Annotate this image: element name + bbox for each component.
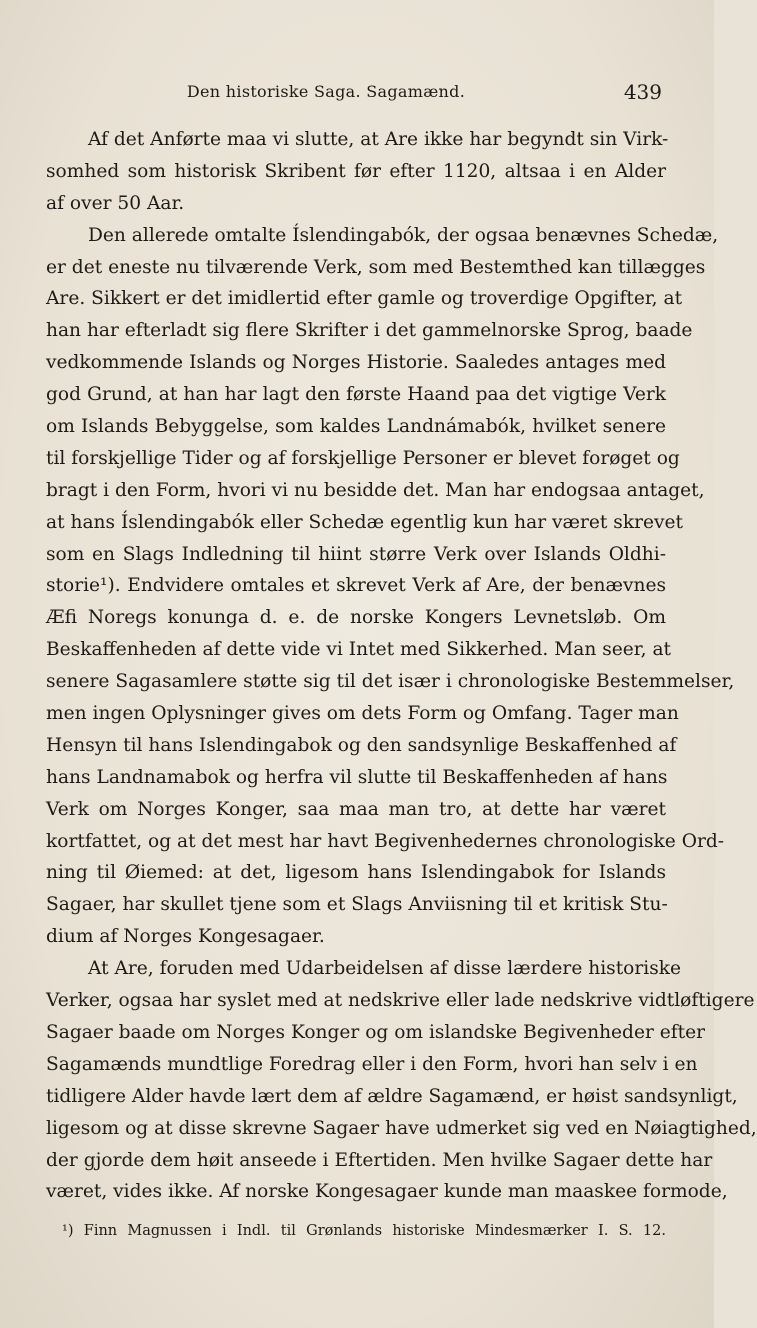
page-header <box>46 80 666 110</box>
running-title: Den historiske Saga. Sagamænd. <box>186 82 466 101</box>
text-line: men ingen Oplysninger gives om dets Form og Omfang. Tager man <box>46 703 679 725</box>
text-line: Sagamænds mundtlige Foredrag eller i den Form, hvori han selv i en <box>46 1053 698 1075</box>
text-line: som en Slags Indledning til hiint større Verk over Islands Oldhi- <box>46 543 666 565</box>
text-line: Sagaer, har skullet tjene som et Slags Anviisning til et kritisk Stu- <box>46 894 668 916</box>
text-line: til forskjellige Tider og af forskjellige Personer er blevet forøget og <box>46 447 680 469</box>
body-text <box>46 124 757 1208</box>
text-line: god Grund, at han har lagt den første Haand paa det vigtige Verk <box>46 384 666 406</box>
text-line: ning til Øiemed: at det, ligesom hans Islendingabok for Islands <box>46 862 666 884</box>
text-line: Verker, ogsaa har syslet med at nedskrive eller lade nedskrive vidtløftigere <box>46 990 755 1012</box>
footnote: ¹) Finn Magnussen i Indl. til Grønlands historiske Mindesmærker I. S. 12. <box>62 1223 666 1239</box>
text-line: der gjorde dem høit anseede i Eftertiden. Men hvilke Sagaer dette har <box>46 1149 713 1171</box>
text-line: Æfi Noregs konunga d. e. de norske Kongers Levnetsløb. Om <box>46 607 666 629</box>
text-line: dium af Norges Kongesagaer. <box>46 926 325 948</box>
text-line: han har efterladt sig flere Skrifter i det gammelnorske Sprog, baade <box>46 320 693 342</box>
text-line: at hans Íslendingabók eller Schedæ egentlig kun har været skrevet <box>46 511 683 533</box>
text-line: ligesom og at disse skrevne Sagaer have udmerket sig ved en Nøiagtighed, <box>46 1117 757 1139</box>
text-line: om Islands Bebyggelse, som kaldes Landnámabók, hvilket senere <box>46 416 666 438</box>
text-line: Beskaffenheden af dette vide vi Intet med Sikkerhed. Man seer, at <box>46 639 672 661</box>
text-line: Are. Sikkert er det imidlertid efter gamle og troverdige Opgifter, at <box>46 288 683 310</box>
text-line: af over 50 Aar. <box>46 192 185 214</box>
text-line: storie¹). Endvidere omtales et skrevet Verk af Are, der benævnes <box>46 575 666 597</box>
text-line: er det eneste nu tilværende Verk, som med Bestemthed kan tillægges <box>46 256 706 278</box>
text-line: hans Landnamabok og herfra vil slutte til Beskaffenheden af hans <box>46 766 668 788</box>
text-line: somhed som historisk Skribent før efter 1120, altsaa i en Alder <box>46 160 666 182</box>
text-line: kortfattet, og at det mest har havt Begivenhedernes chronologiske Ord- <box>46 830 725 852</box>
text-line: tidligere Alder havde lært dem af ældre Sagamænd, er høist sandsynligt, <box>46 1085 738 1107</box>
text-line: Hensyn til hans Islendingabok og den sandsynlige Beskaffenhed af <box>46 734 677 756</box>
text-line: senere Sagasamlere støtte sig til det især i chronologiske Bestemmelser, <box>46 671 735 693</box>
text-line: vedkommende Islands og Norges Historie. Saaledes antages med <box>46 352 666 374</box>
text-line: Af det Anførte maa vi slutte, at Are ikke har begyndt sin Virk- <box>88 129 669 150</box>
text-line: Den allerede omtalte Íslendingabók, der ogsaa benævnes Schedæ, <box>88 224 719 246</box>
text-line: At Are, foruden med Udarbeidelsen af disse lærdere historiske <box>88 958 682 980</box>
text-line: været, vides ikke. Af norske Kongesagaer kunde man maaskee formode, <box>46 1181 728 1203</box>
text-line: Verk om Norges Konger, saa maa man tro, at dette har været <box>46 798 666 820</box>
page-number: 439 <box>623 80 662 104</box>
text-line: Sagaer baade om Norges Konger og om islandske Begivenheder efter <box>46 1021 706 1043</box>
text-line: bragt i den Form, hvori vi nu besidde det. Man har endogsaa antaget, <box>46 479 705 501</box>
